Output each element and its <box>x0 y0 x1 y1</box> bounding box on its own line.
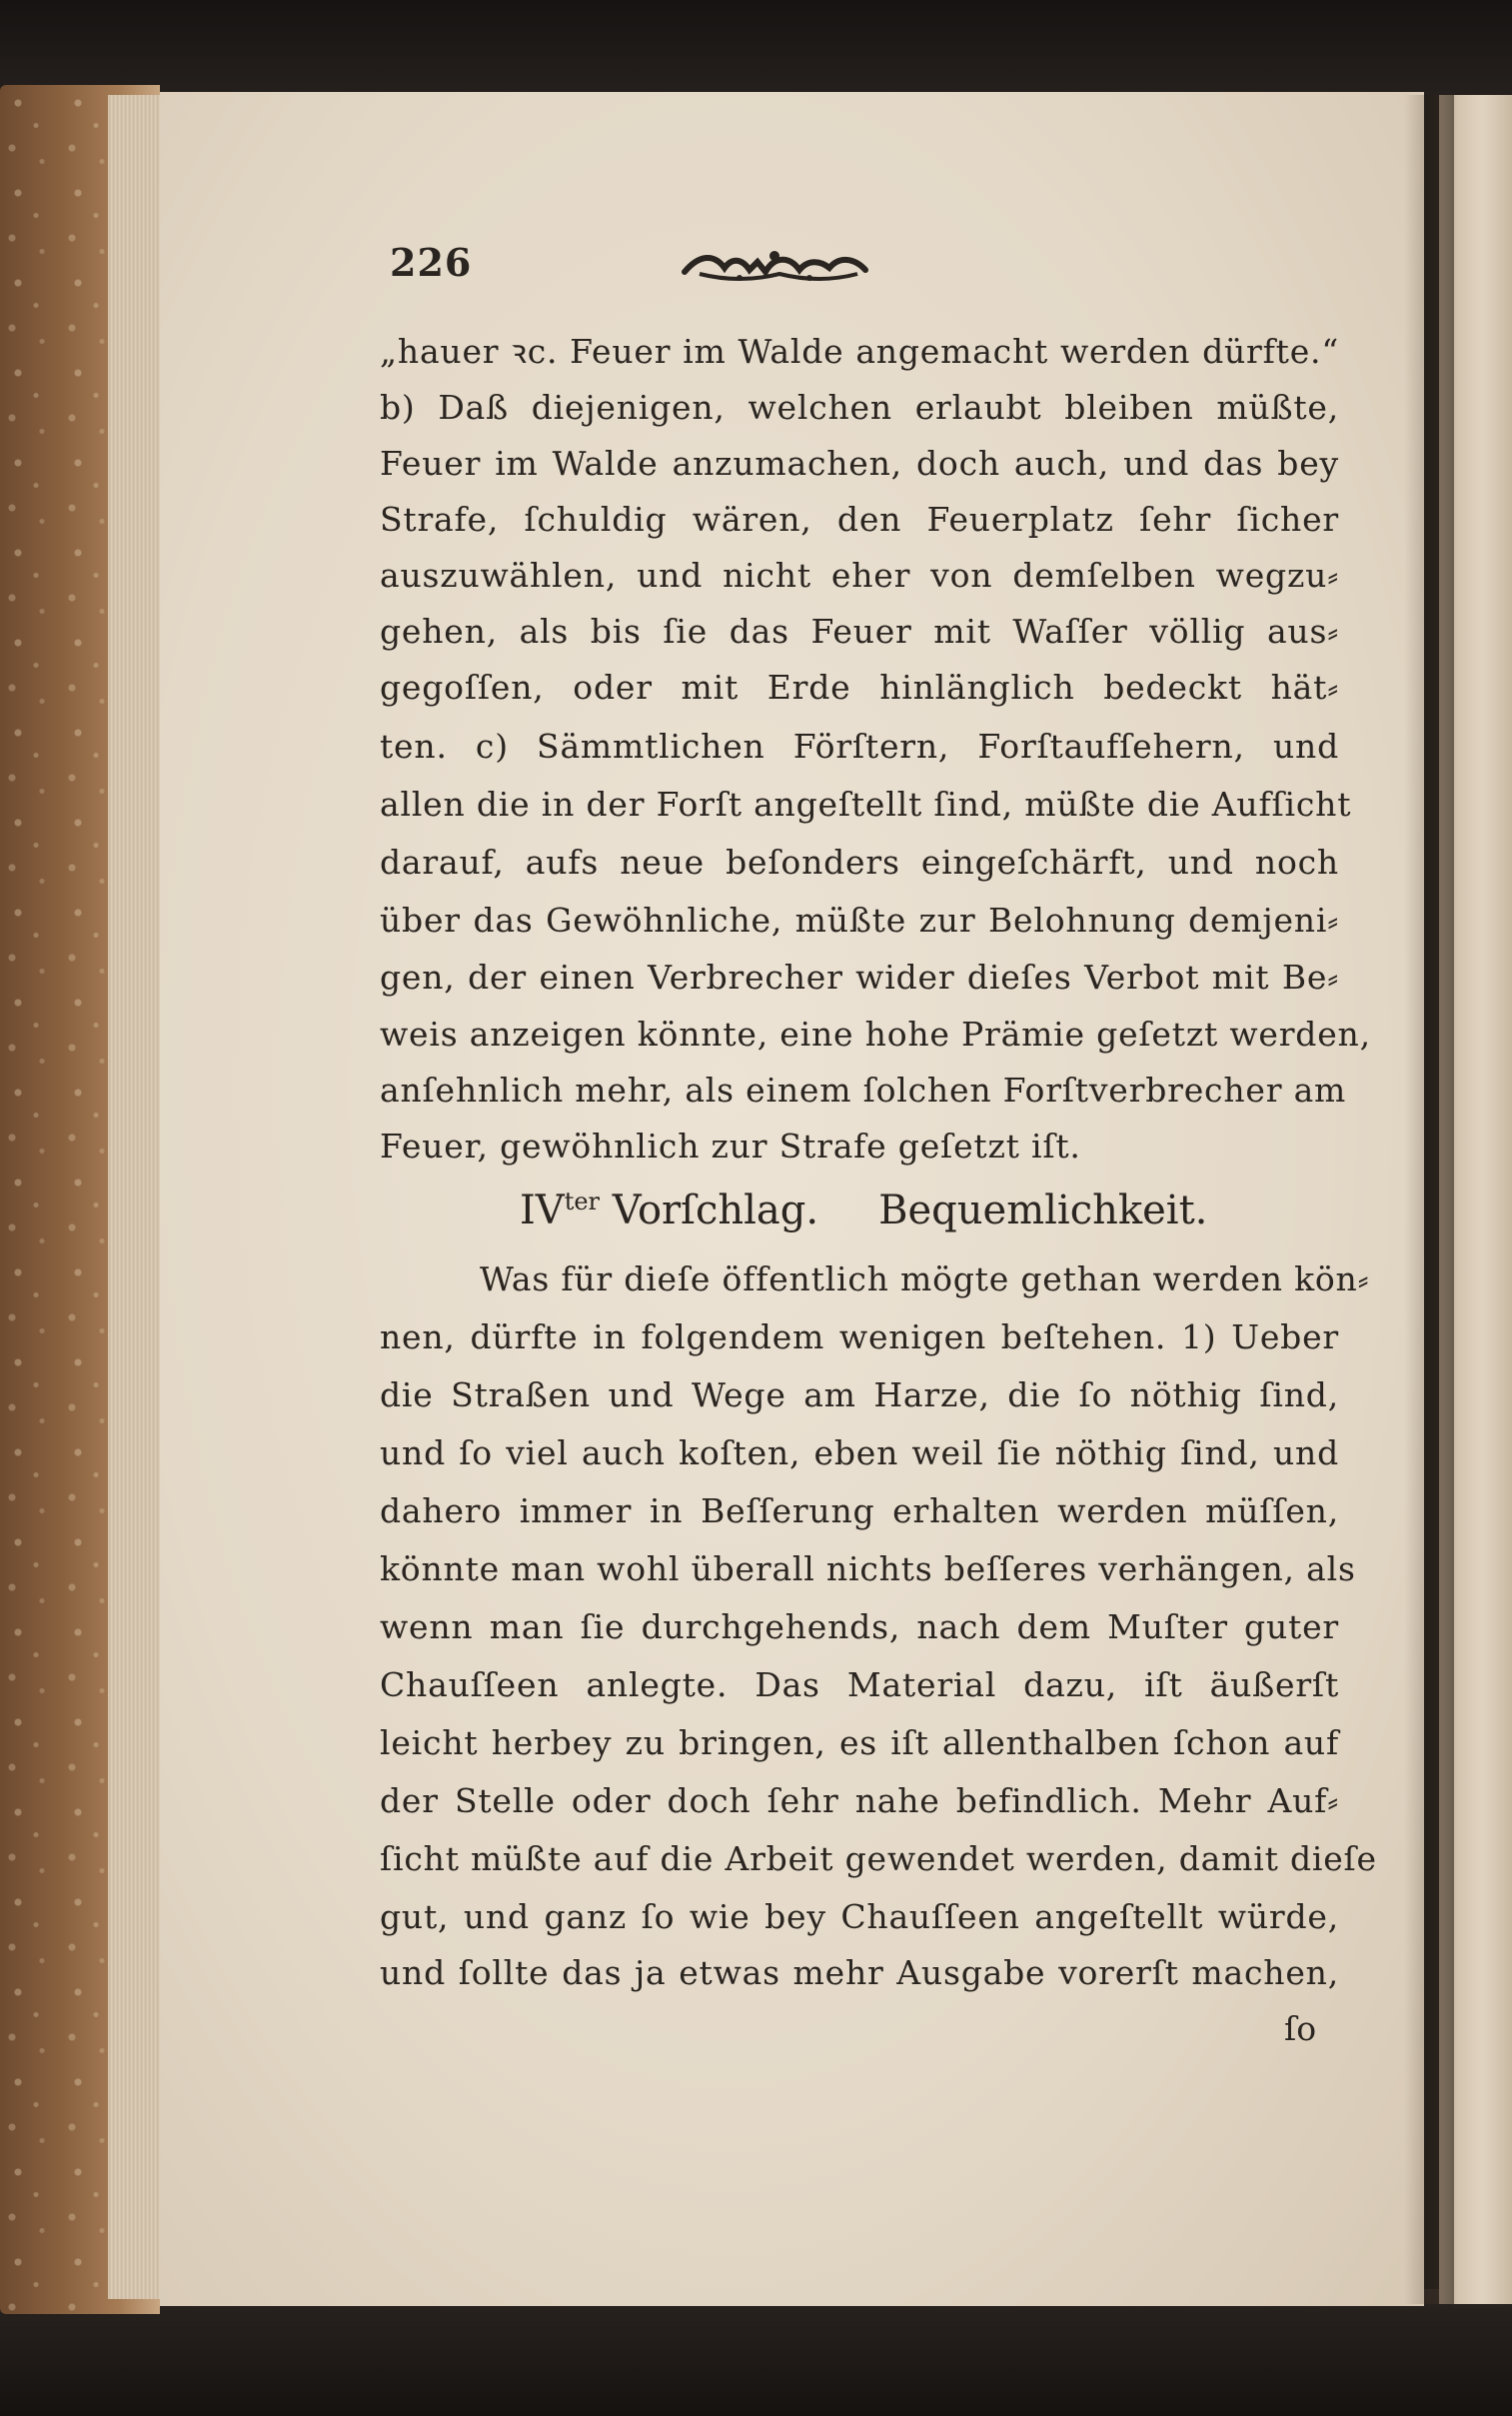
heading-word-convenience: Bequemlichkeit. <box>878 1188 1208 1233</box>
text-line: auszuwählen, und nicht eher von demſelben wegzu⸗ <box>380 556 1339 595</box>
text-line: nen, dürfte in folgendem wenigen beſtehen. 1) Ueber <box>380 1317 1339 1356</box>
text-line: Chauſſeen anlegte. Das Material dazu, iſt äußerſt <box>380 1665 1339 1704</box>
text-line: anſehnlich mehr, als einem ſolchen Forſtverbrecher am <box>380 1071 1347 1110</box>
text-line: leicht herbey zu bringen, es iſt allenthalben ſchon auf <box>380 1723 1339 1762</box>
text-line: die Straßen und Wege am Harze, die ſo nöthig ſind, <box>380 1375 1339 1414</box>
text-line: b) Daß diejenigen, welchen erlaubt bleiben müßte, <box>380 388 1339 427</box>
text-line: gegoſſen, oder mit Erde hinlänglich bedeckt hät⸗ <box>380 668 1339 707</box>
heading-word-proposal: Vorſchlag. <box>612 1188 819 1233</box>
text-line: ten. c) Sämmtlichen Förſtern, Forſtaufſehern, und <box>380 727 1339 766</box>
heading-numeral: IV <box>520 1188 565 1233</box>
section-heading <box>520 1188 1219 1233</box>
text-line: Feuer, gewöhnlich zur Strafe geſetzt iſt. <box>380 1127 1081 1166</box>
text-line: Strafe, ſchuldig wären, den Feuerplatz ſehr ſicher <box>380 500 1339 539</box>
page-number: 226 <box>390 240 473 285</box>
text-line: darauf, aufs neue beſonders eingeſchärft, und noch <box>380 843 1339 882</box>
text-line: weis anzeigen könnte, eine hohe Prämie geſetzt werden, <box>380 1015 1371 1054</box>
text-line: gen, der einen Verbrecher wider dieſes Verbot mit Be⸗ <box>380 958 1339 997</box>
text-line: gehen, als bis ſie das Feuer mit Waſſer völlig aus⸗ <box>380 612 1339 651</box>
text-line: und ſo viel auch koſten, eben weil ſie nöthig ſind, und <box>380 1433 1339 1472</box>
text-line: wenn man ſie durchgehends, nach dem Muſter guter <box>380 1607 1339 1646</box>
text-line: über das Gewöhnliche, müßte zur Belohnung demjeni⸗ <box>380 901 1339 940</box>
text-line: gut, und ganz ſo wie bey Chauſſeen angeſtellt würde, <box>380 1897 1339 1936</box>
text-line: allen die in der Forſt angeſtellt ſind, müßte die Aufſicht <box>380 785 1352 824</box>
text-line: könnte man wohl überall nichts beſſeres verhängen, als <box>380 1549 1356 1588</box>
text-line: der Stelle oder doch ſehr nahe befindlich. Mehr Auf⸗ <box>380 1781 1339 1820</box>
text-line: und ſollte das ja etwas mehr Ausgabe vorerſt machen, <box>380 1953 1339 1992</box>
catchword: ſo <box>1284 2009 1317 2048</box>
text-line: Was für dieſe öffentlich mögte gethan werden kön⸗ <box>480 1259 1370 1298</box>
text-line: „hauer ꝛc. Feuer im Walde angemacht werden dürfte.“ <box>380 332 1339 371</box>
text-line: ſicht müßte auf die Arbeit gewendet werden, damit dieſe <box>380 1839 1377 1878</box>
heading-ordinal-suffix: ter <box>564 1188 601 1215</box>
text-line: Feuer im Walde anzumachen, doch auch, und das bey <box>380 444 1339 483</box>
text-line: dahero immer in Beſſerung erhalten werden müſſen, <box>380 1491 1339 1530</box>
